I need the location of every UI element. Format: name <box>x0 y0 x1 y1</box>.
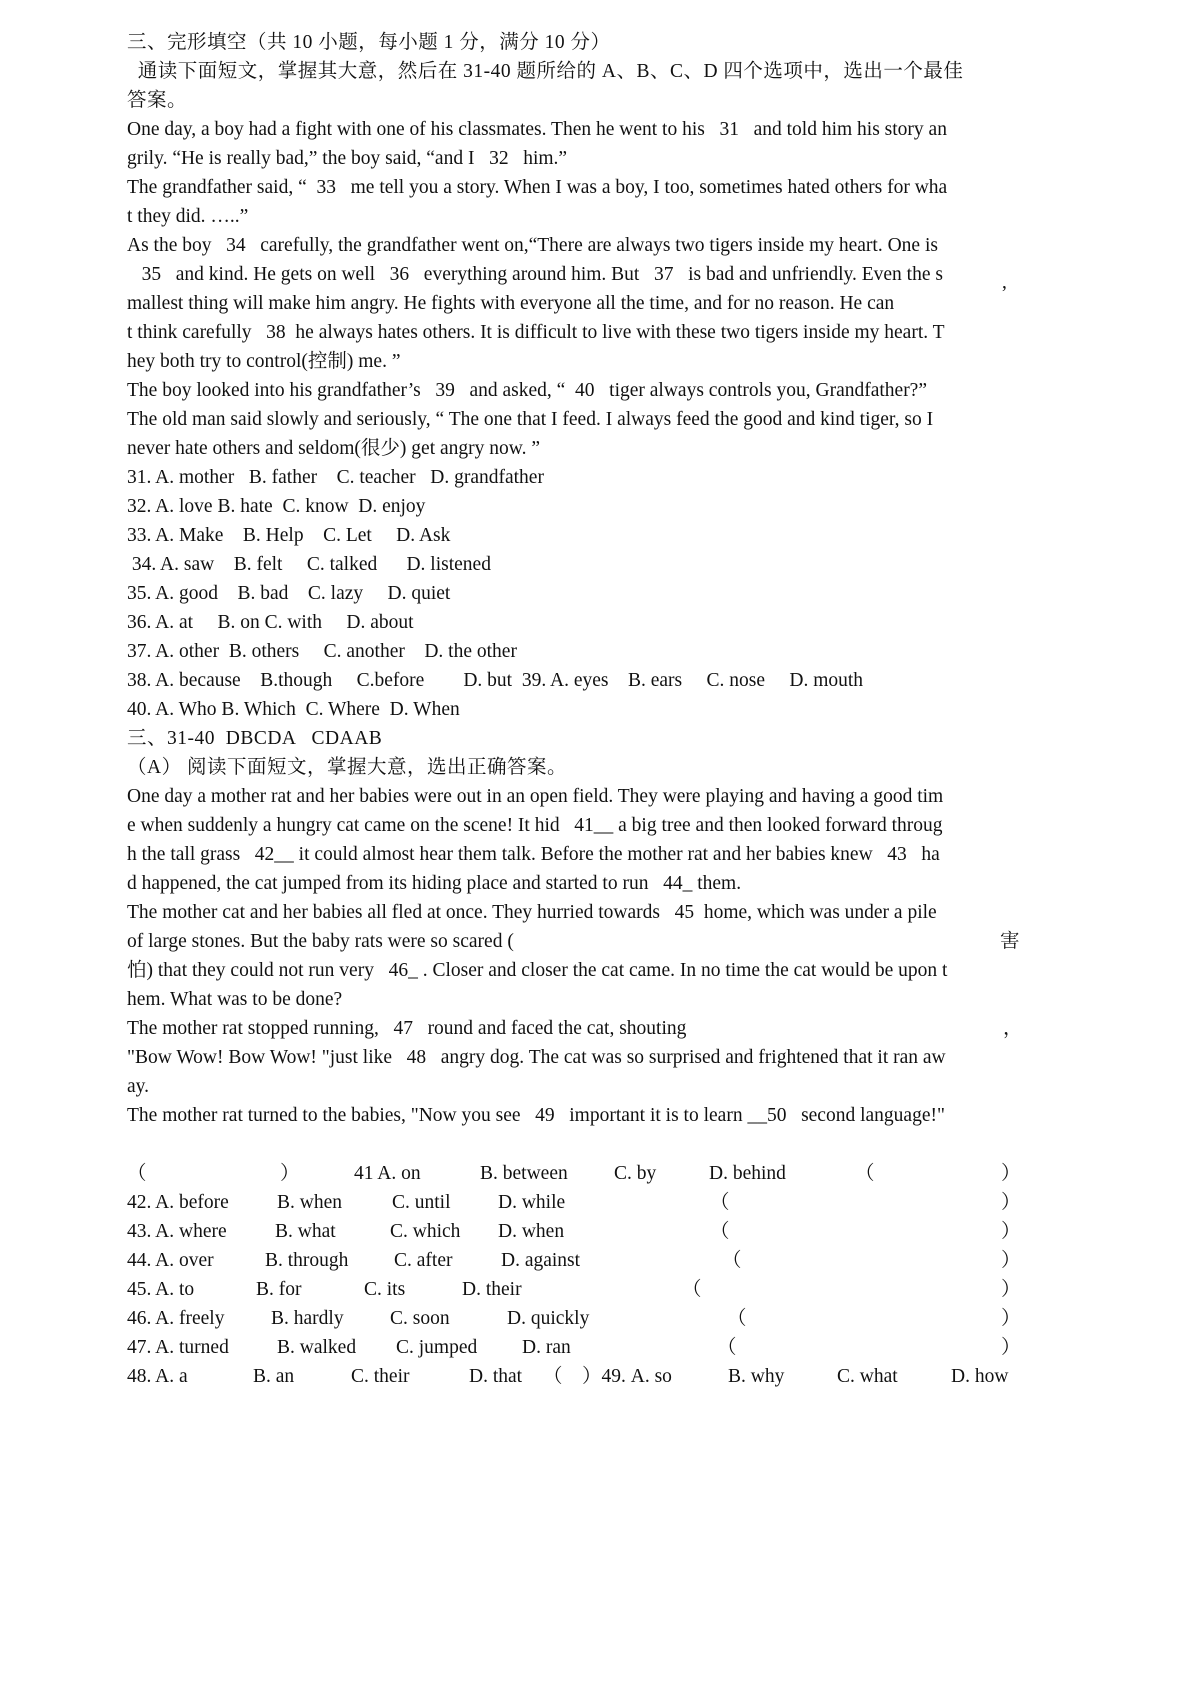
passage-1-line: t think carefully 38 he always hates others. It is difficult to live with these two tigers inside my heart. T <box>127 322 945 343</box>
answer-paren-close: ） <box>1001 1308 1021 1329</box>
passage-2-line: e when suddenly a hungry cat came on the scene! It hid 41__ a big tree and then looked forward throug <box>127 815 943 836</box>
option-a: 47. A. turned <box>127 1337 229 1358</box>
answer-paren-close: ） <box>1001 1337 1021 1358</box>
option-d: D. their <box>462 1279 522 1300</box>
passage-2-line: The mother cat and her babies all fled at once. They hurried towards 45 home, which was under a pile <box>127 902 937 923</box>
option-a: 43. A. where <box>127 1221 227 1242</box>
passage-2-line: The mother rat turned to the babies, "Now you see 49 important it is to learn __50 second language!" <box>127 1105 945 1126</box>
passage-1-line: One day, a boy had a fight with one of his classmates. Then he went to his 31 and told him his story an <box>127 119 947 140</box>
option-d: D. ran <box>522 1337 571 1358</box>
question-options: 37. A. other B. others C. another D. the other <box>127 641 517 662</box>
answer-paren-open: （ <box>855 1163 875 1184</box>
stray-comma: ， <box>1003 1018 1023 1039</box>
option-c: C. until <box>392 1192 451 1213</box>
option-d: D. that <box>469 1366 523 1387</box>
passage-2-line: h the tall grass 42__ it could almost hear them talk. Before the mother rat and her babies knew 43 ha <box>127 844 940 865</box>
answer-paren-close: ） <box>1001 1250 1021 1271</box>
passage-1-line: As the boy 34 carefully, the grandfather went on,“There are always two tigers inside my heart. One is <box>127 235 938 256</box>
question-options: 32. A. love B. hate C. know D. enjoy <box>127 496 426 517</box>
option-a: 41 A. on <box>354 1163 421 1184</box>
option-c: C. their <box>351 1366 410 1387</box>
option-d: D. behind <box>709 1163 786 1184</box>
passage-1-line: The grandfather said, “ 33 me tell you a story. When I was a boy, I too, sometimes hated others for wha <box>127 177 948 198</box>
answer-paren-open: （ <box>710 1192 730 1213</box>
section-3-instruction: 通读下面短文，掌握其大意，然后在 31-40 题所给的 A、B、C、D 四个选项中，选出一个最佳 <box>127 61 964 82</box>
answer-paren-open: （ <box>127 1163 147 1184</box>
option-b: B. through <box>265 1250 349 1271</box>
option-a: 48. A. a <box>127 1366 188 1387</box>
option-d: D. while <box>498 1192 566 1213</box>
passage-2-line: The mother rat stopped running, 47 round and faced the cat, shouting <box>127 1018 687 1039</box>
passage-1-line: 35 and kind. He gets on well 36 everything around him. But 37 is bad and unfriendly. Even the s <box>127 264 943 285</box>
passage-2-line: of large stones. But the baby rats were so scared ( <box>127 931 514 952</box>
passage-2-line: 怕) that they could not run very 46_ . Closer and closer the cat came. In no time the cat would be upon t <box>127 960 948 981</box>
answer-paren-open: （ <box>682 1279 702 1300</box>
passage-1-line: mallest thing will make him angry. He fights with everyone all the time, and for no reason. He can <box>127 293 895 314</box>
option-d: D. quickly <box>507 1308 590 1329</box>
option-b: B. an <box>253 1366 295 1387</box>
option-b: B. why <box>728 1366 785 1387</box>
passage-2-line: One day a mother rat and her babies were out in an open field. They were playing and having a good tim <box>127 786 944 807</box>
passage-1-line: The old man said slowly and seriously, “ The one that I feed. I always feed the good and kind tiger, so I <box>127 409 934 430</box>
answer-paren-close: ） <box>1001 1192 1021 1213</box>
option-c: C. after <box>394 1250 453 1271</box>
question-options: 33. A. Make B. Help C. Let D. Ask <box>127 525 451 546</box>
stray-apostrophe: ’ <box>1001 283 1008 304</box>
option-a: 42. A. before <box>127 1192 229 1213</box>
section-3-title: 三、完形填空（共 10 小题，每小题 1 分，满分 10 分） <box>127 32 611 53</box>
question-49-start: （ ）49. A. so <box>543 1366 672 1387</box>
option-c: C. soon <box>390 1308 450 1329</box>
option-b: B. for <box>256 1279 302 1300</box>
question-options: 34. A. saw B. felt C. talked D. listened <box>127 554 491 575</box>
option-a: 44. A. over <box>127 1250 214 1271</box>
option-d: D. when <box>498 1221 565 1242</box>
section-a-title: （A） 阅读下面短文，掌握大意，选出正确答案。 <box>127 757 567 778</box>
option-b: B. when <box>277 1192 342 1213</box>
question-options: 38. A. because B.though C.before D. but 39. A. eyes B. ears C. nose D. mouth <box>127 670 864 691</box>
answer-paren-close: ） <box>280 1163 300 1184</box>
passage-1-line: never hate others and seldom(很少) get angry now. ” <box>127 438 540 459</box>
passage-1-line: t they did. …..” <box>127 206 249 227</box>
answer-key: 三、31-40 DBCDA CDAAB <box>127 728 383 749</box>
question-options: 31. A. mother B. father C. teacher D. grandfather <box>127 467 544 488</box>
option-b: B. between <box>480 1163 568 1184</box>
option-c: C. what <box>837 1366 898 1387</box>
passage-2-line: ay. <box>127 1076 150 1097</box>
scared-chinese: 害 <box>1000 931 1021 952</box>
answer-paren-close: ） <box>1001 1279 1021 1300</box>
option-c: C. its <box>364 1279 406 1300</box>
answer-paren-open: （ <box>710 1221 730 1242</box>
option-a: 46. A. freely <box>127 1308 225 1329</box>
option-b: B. what <box>275 1221 336 1242</box>
answer-paren-close: ） <box>1001 1163 1021 1184</box>
answer-paren-open: （ <box>727 1308 747 1329</box>
option-d: D. how <box>951 1366 1009 1387</box>
passage-1-line: hey both try to control(控制) me. ” <box>127 351 401 372</box>
passage-2-line: d happened, the cat jumped from its hiding place and started to run 44_ them. <box>127 873 742 894</box>
option-c: C. which <box>390 1221 461 1242</box>
passage-2-line: "Bow Wow! Bow Wow! "just like 48 angry dog. The cat was so surprised and frightened that it ran aw <box>127 1047 946 1068</box>
option-c: C. by <box>614 1163 657 1184</box>
answer-paren-open: （ <box>722 1250 742 1271</box>
answer-paren-open: （ <box>717 1337 737 1358</box>
passage-2-line: hem. What was to be done? <box>127 989 343 1010</box>
passage-1-line: grily. “He is really bad,” the boy said, “and I 32 him.” <box>127 148 568 169</box>
option-d: D. against <box>501 1250 581 1271</box>
answer-paren-close: ） <box>1001 1221 1021 1242</box>
question-options: 36. A. at B. on C. with D. about <box>127 612 414 633</box>
passage-1-line: The boy looked into his grandfather’s 39 and asked, “ 40 tiger always controls you, Grandfather?” <box>127 380 927 401</box>
question-options: 35. A. good B. bad C. lazy D. quiet <box>127 583 451 604</box>
section-3-instruction-cont: 答案。 <box>127 90 188 111</box>
option-a: 45. A. to <box>127 1279 195 1300</box>
question-options: 40. A. Who B. Which C. Where D. When <box>127 699 460 720</box>
option-b: B. hardly <box>271 1308 344 1329</box>
option-b: B. walked <box>277 1337 357 1358</box>
option-c: C. jumped <box>396 1337 478 1358</box>
